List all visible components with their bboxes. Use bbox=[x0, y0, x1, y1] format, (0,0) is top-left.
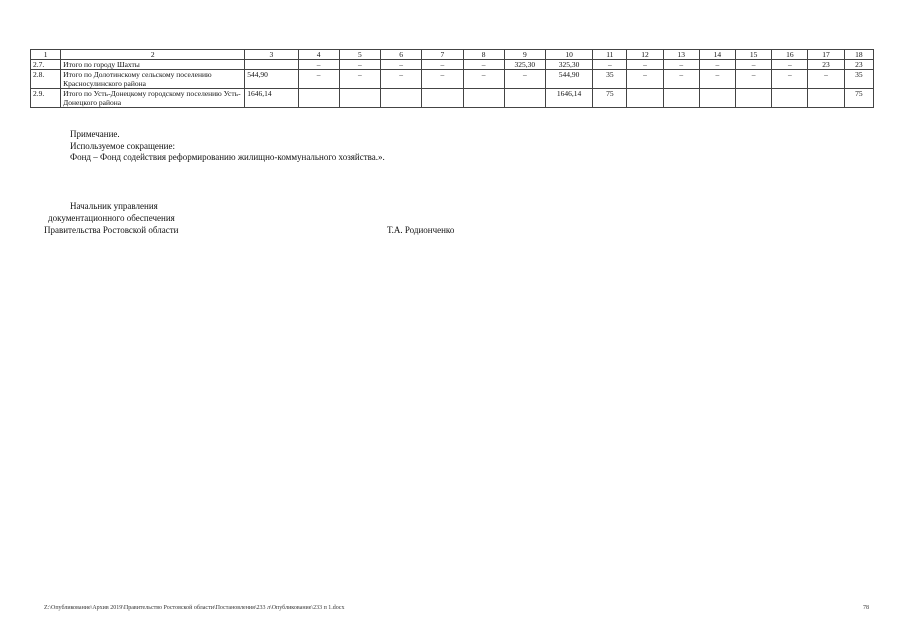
table-cell: – bbox=[339, 60, 380, 70]
column-header: 6 bbox=[381, 50, 422, 60]
table-cell: – bbox=[699, 70, 735, 89]
column-header: 14 bbox=[699, 50, 735, 60]
table-body bbox=[31, 50, 874, 108]
table-cell: – bbox=[772, 70, 808, 89]
row-name: Итого по Долотинскому сельскому поселению Красносулинского района bbox=[61, 70, 245, 89]
row-number: 2.9. bbox=[31, 89, 61, 108]
column-header: 11 bbox=[593, 50, 627, 60]
table-cell: 23 bbox=[808, 60, 844, 70]
table-cell bbox=[339, 89, 380, 108]
column-header: 9 bbox=[504, 50, 545, 60]
column-header: 18 bbox=[844, 50, 873, 60]
signature-line-1: Начальник управления bbox=[70, 201, 158, 211]
page-number: 78 bbox=[863, 605, 869, 611]
row-name: Итого по Усть-Донецкому городскому поселению Усть-Донецкого района bbox=[61, 89, 245, 108]
abbr-text: Фонд – Фонд содействия реформированию жилищно-коммунального хозяйства.». bbox=[70, 152, 385, 162]
abbr-heading: Используемое сокращение: bbox=[70, 140, 175, 151]
note-title: Примечание. bbox=[70, 129, 120, 139]
table-cell: 23 bbox=[844, 60, 873, 70]
table-cell bbox=[699, 89, 735, 108]
table-cell: – bbox=[808, 70, 844, 89]
table-cell: – bbox=[663, 70, 699, 89]
table-cell: – bbox=[736, 60, 772, 70]
table-cell bbox=[808, 89, 844, 108]
table-cell bbox=[422, 89, 463, 108]
table-cell: 1646,14 bbox=[245, 89, 298, 108]
row-number: 2.8. bbox=[31, 70, 61, 89]
table-cell bbox=[772, 89, 808, 108]
table-cell: 544,90 bbox=[245, 70, 298, 89]
table-cell: – bbox=[663, 60, 699, 70]
column-header: 1 bbox=[31, 50, 61, 60]
row-name: Итого по городу Шахты bbox=[61, 60, 245, 70]
row-number: 2.7. bbox=[31, 60, 61, 70]
table-cell: 35 bbox=[593, 70, 627, 89]
column-header: 12 bbox=[627, 50, 663, 60]
table-cell: – bbox=[339, 70, 380, 89]
table-cell: – bbox=[298, 60, 339, 70]
table-cell bbox=[736, 89, 772, 108]
footer-file-path: Z:\Опубликование\Архив 2019\Правительство Ростовской области\Постановления\233 л\Опубликование\233 п 1.docx bbox=[44, 605, 345, 611]
table-cell: – bbox=[627, 60, 663, 70]
column-header: 13 bbox=[663, 50, 699, 60]
column-header: 10 bbox=[545, 50, 592, 60]
table-cell: 325,30 bbox=[504, 60, 545, 70]
column-header: 16 bbox=[772, 50, 808, 60]
table-cell: – bbox=[699, 60, 735, 70]
table-cell bbox=[663, 89, 699, 108]
table-cell bbox=[381, 89, 422, 108]
table-cell: – bbox=[593, 60, 627, 70]
table-cell: – bbox=[381, 70, 422, 89]
signature-line-2: документационного обеспечения bbox=[48, 213, 175, 223]
table-cell: – bbox=[772, 60, 808, 70]
table-cell: 325,30 bbox=[545, 60, 592, 70]
table-row bbox=[31, 89, 874, 108]
data-table bbox=[30, 49, 874, 108]
table-row bbox=[31, 70, 874, 89]
column-header: 8 bbox=[463, 50, 504, 60]
column-header: 4 bbox=[298, 50, 339, 60]
table-cell bbox=[463, 89, 504, 108]
table-cell: 75 bbox=[593, 89, 627, 108]
table-cell: – bbox=[381, 60, 422, 70]
table-cell: 1646,14 bbox=[545, 89, 592, 108]
table-cell: – bbox=[463, 60, 504, 70]
table-cell: – bbox=[627, 70, 663, 89]
table-cell: 544,90 bbox=[545, 70, 592, 89]
table-row bbox=[31, 60, 874, 70]
table-cell bbox=[245, 60, 298, 70]
table-cell bbox=[298, 89, 339, 108]
column-header: 7 bbox=[422, 50, 463, 60]
column-header: 17 bbox=[808, 50, 844, 60]
column-header: 2 bbox=[61, 50, 245, 60]
table-cell: 35 bbox=[844, 70, 873, 89]
table-cell: 75 bbox=[844, 89, 873, 108]
table-cell: – bbox=[463, 70, 504, 89]
table-cell bbox=[504, 89, 545, 108]
column-header: 15 bbox=[736, 50, 772, 60]
table-cell bbox=[627, 89, 663, 108]
signature-line-3: Правительства Ростовской области bbox=[44, 225, 179, 235]
table-cell: – bbox=[298, 70, 339, 89]
table-cell: – bbox=[736, 70, 772, 89]
table-cell: – bbox=[422, 70, 463, 89]
table-header-row bbox=[31, 50, 874, 60]
column-header: 5 bbox=[339, 50, 380, 60]
note-block bbox=[70, 129, 385, 164]
column-header: 3 bbox=[245, 50, 298, 60]
signatory-name: Т.А. Родионченко bbox=[387, 225, 455, 235]
table-cell: – bbox=[504, 70, 545, 89]
table-cell: – bbox=[422, 60, 463, 70]
